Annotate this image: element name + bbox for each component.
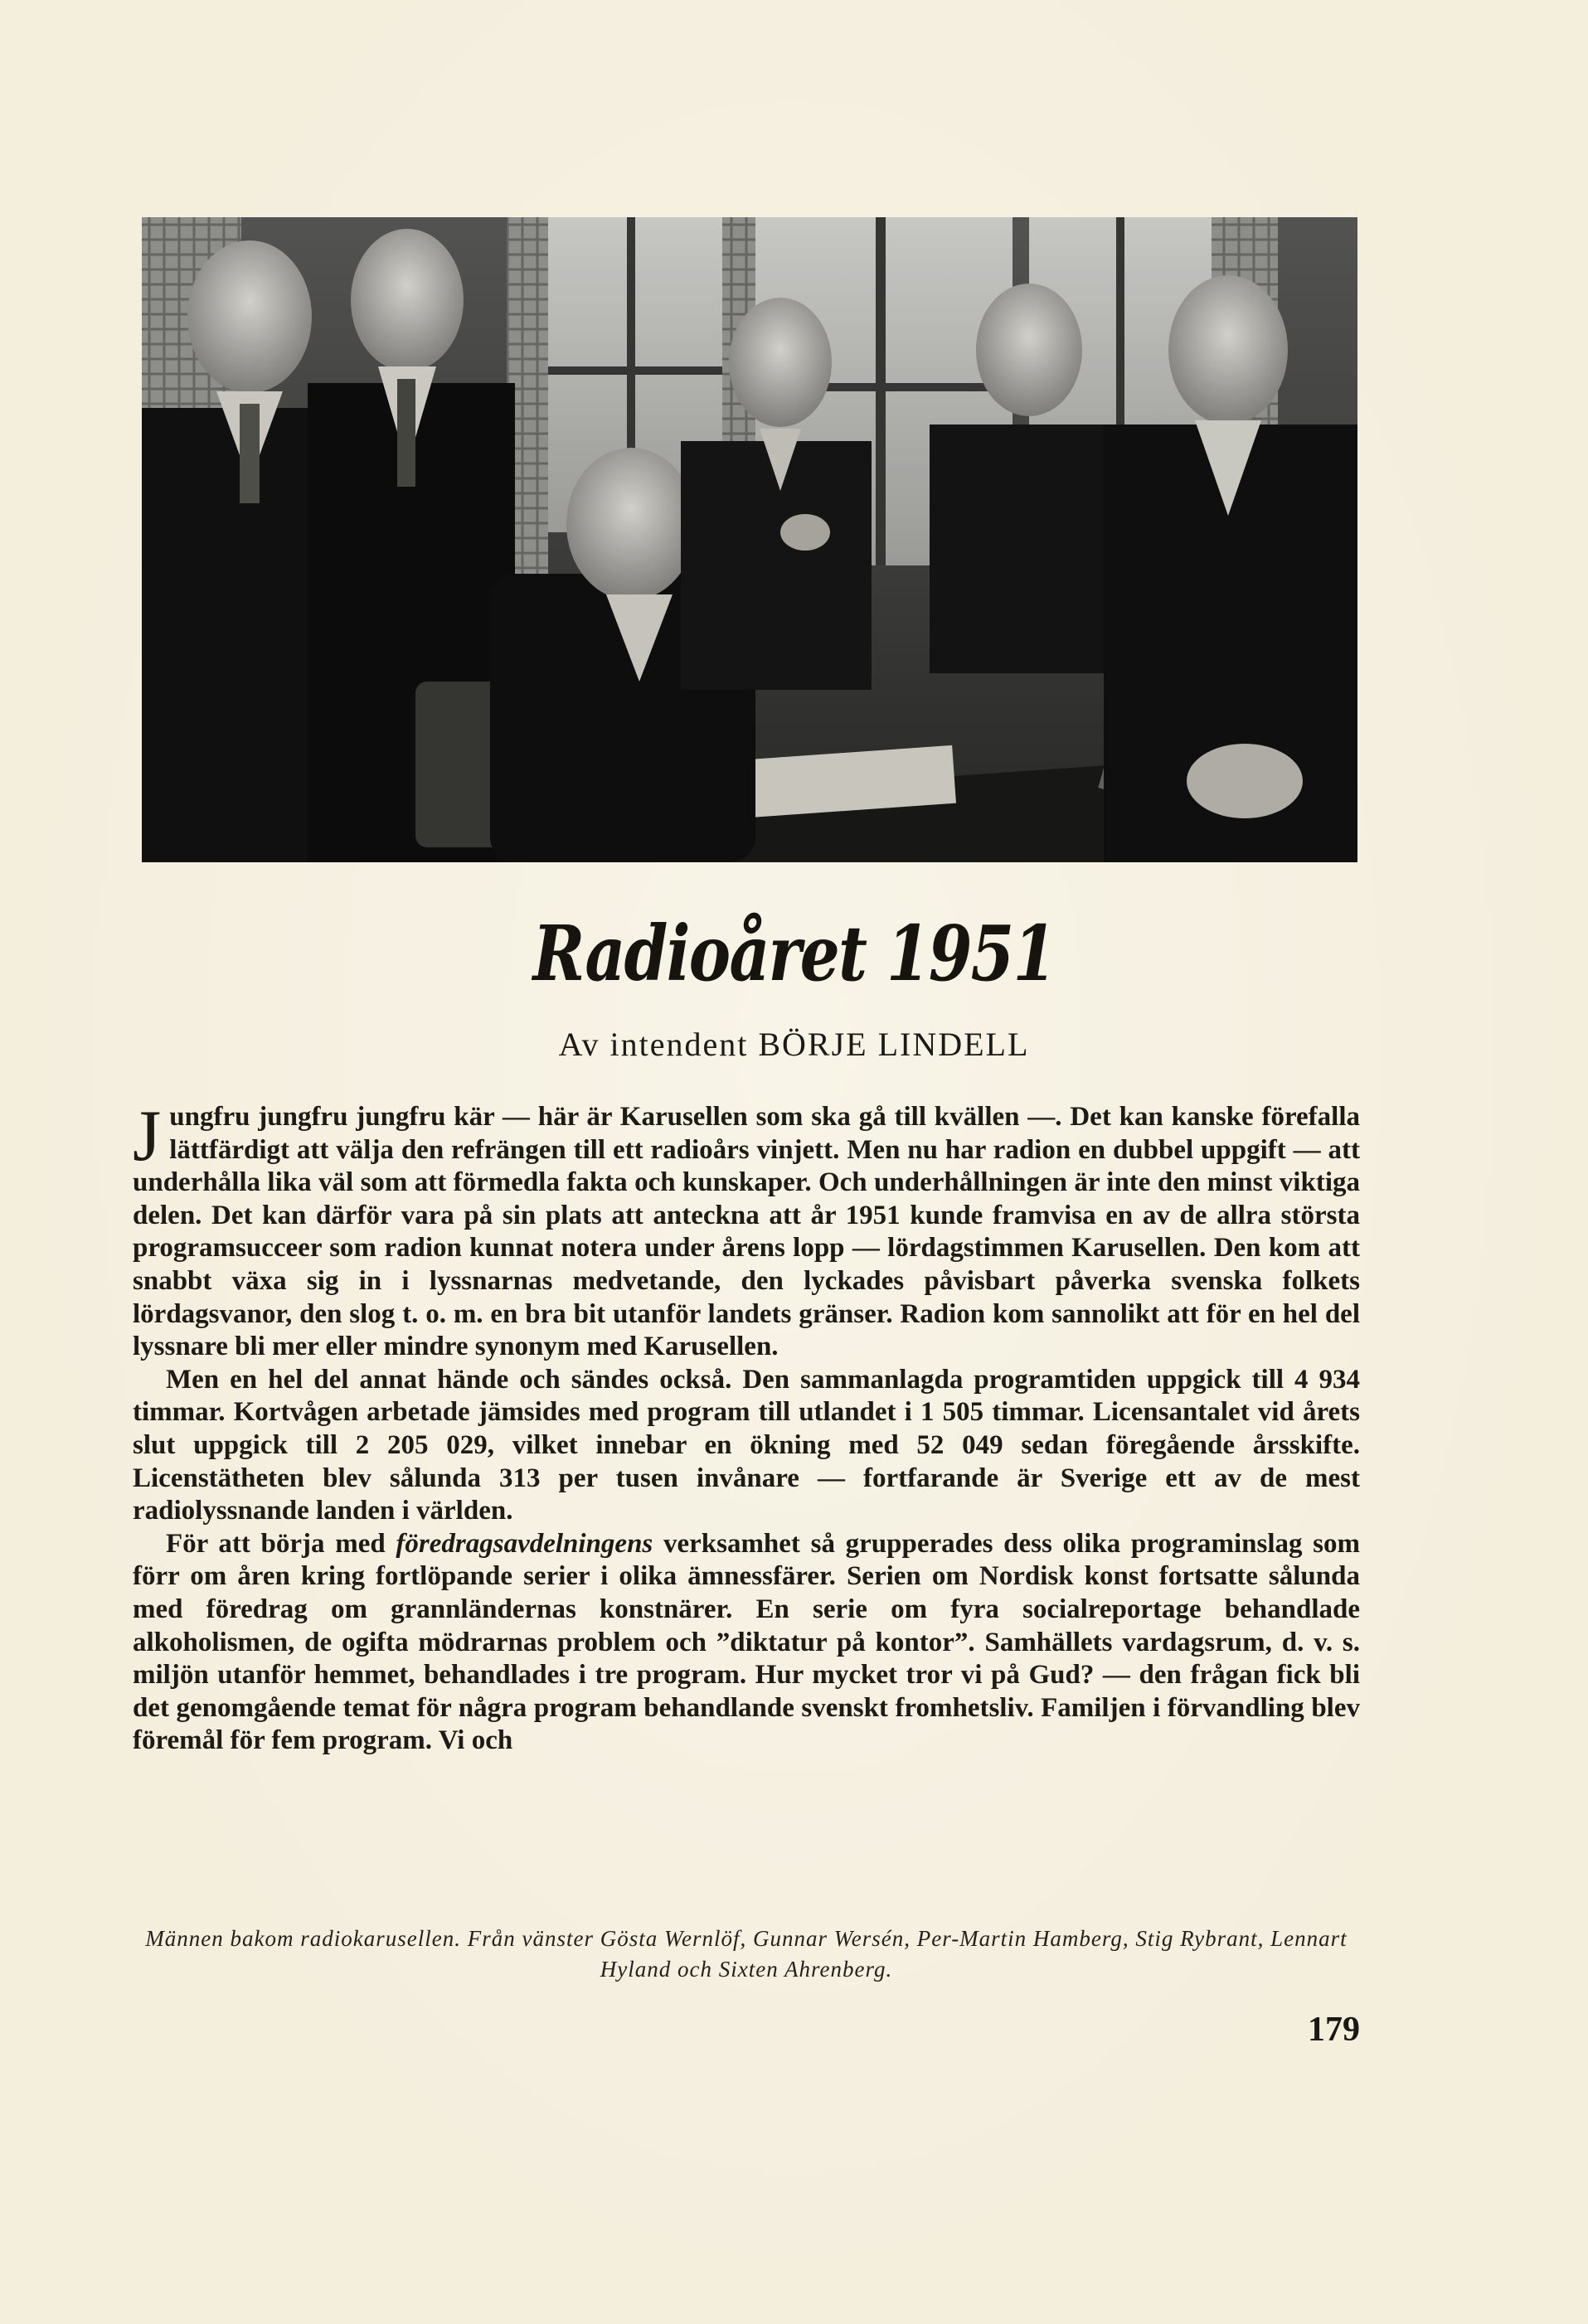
office-scene-photo-icon: [142, 217, 1357, 862]
paragraph-3: [133, 1528, 1360, 1758]
article-byline: Av intendent BÖRJE LINDELL: [558, 1026, 1030, 1063]
paragraph-1: [133, 1096, 1360, 1364]
article-body: [133, 1096, 1360, 1758]
article-title: Radioåret 1951: [532, 909, 1056, 998]
paragraph-1-text: ungfru jungfru jungfru kär — här är Karusellen som ska gå till kvällen —. Det kan kanske förefalla lättfärdigt att välja den refrängen till ett radioårs vinjett. Men nu har radion en dubbel uppgift — att underhålla lika väl som att förmedla fakta och kunskaper. Och underhållningen är inte den minst viktiga delen. Det kan därför vara på sin plats att anteckna att år 1951 kunde framvisa en av de allra största programsucceer som radion kunnat notera under årens lopp — lördagstimmen Karusellen. Den kom att snabbt växa sig in i lyssnarnas medvetande, den lyckades påvisbart påverka svenska folkets lördagsvanor, den slog t. o. m. en bra bit utanför landets gränser. Radion kom sannolikt att för en hel del lyssnare bli mer eller mindre synonym med Karusellen.: [133, 1102, 1360, 1362]
paragraph-3-rest: verksamhet så grupperades dess olika programinslag som förr om åren kring fortlöpande serier i olika ämnessfärer. Serien om Nordisk konst fortsatte sålunda med föredrag om grannländernas konstnärer. En serie om fyra socialreportage behandlade alkoholismen, de ogifta mödrarnas problem och ”diktatur på kontor”. Samhällets vardagsrum, d. v. s. miljön utanför hemmet, behandlades i tre program. Hur mycket tror vi på Gud? — den frågan fick bli det genomgående temat för några program behandlande svenskt fromhetsliv. Familjen i förvandling blev föremål för fem program. Vi och: [133, 1528, 1360, 1756]
paragraph-2: Men en hel del annat hände och sändes också. Den sammanlagda programtiden uppgick till 4 934 timmar. Kortvågen arbetade jämsides med program till utlandet i 1 505 timmar. Licensantalet vid årets slut uppgick till 2 205 029, vilket innebar en ökning med 52 049 sedan föregående årsskifte. Licenstätheten blev sålunda 313 per tusen invånare — fortfarande är Sverige ett av de mest radiolyssnande landen i världen.: [133, 1364, 1360, 1526]
group-photo: [142, 217, 1357, 862]
paragraph-3-emphasis: föredragsavdelningens: [396, 1528, 653, 1559]
paragraph-3-intro: För att börja med: [166, 1528, 396, 1559]
drop-cap: J: [133, 1096, 162, 1177]
page-number: 179: [1308, 2011, 1360, 2049]
photo-caption: Männen bakom radiokarusellen. Från vänster Gösta Wernlöf, Gunnar Wersén, Per-Martin Hamberg, Stig Rybrant, Lennart Hyland och Sixten Ahrenberg.: [145, 1926, 1348, 1982]
